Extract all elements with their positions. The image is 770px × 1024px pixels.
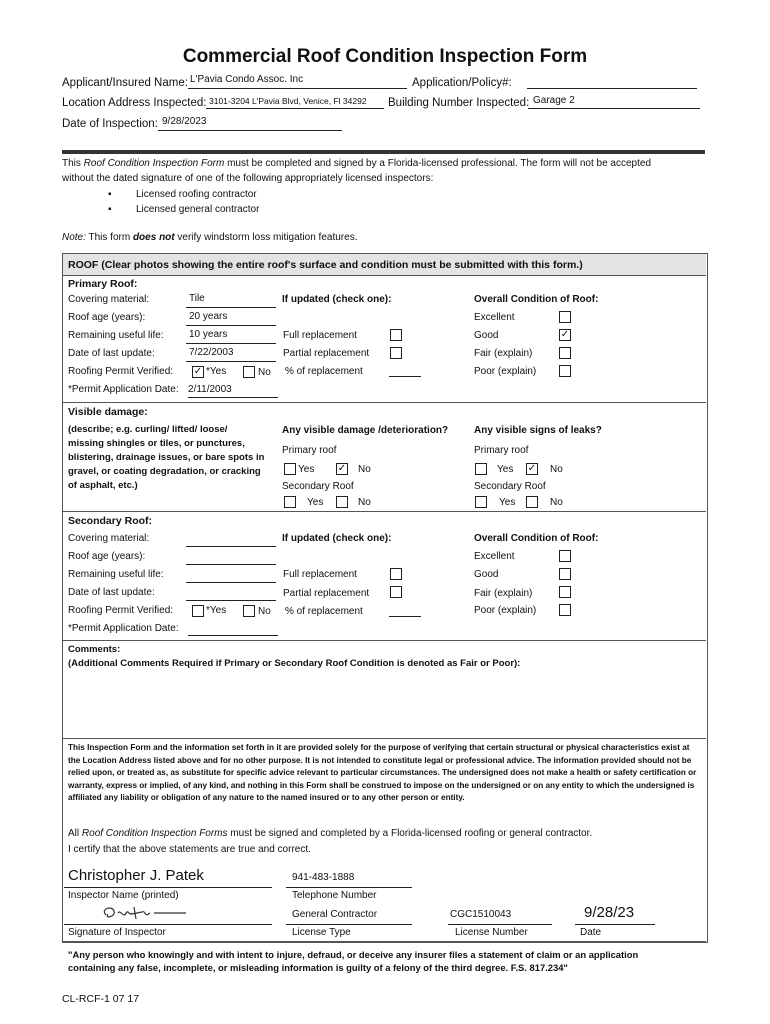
sec-full-label: Full replacement xyxy=(283,569,357,580)
damage-primary-yes-label: Yes xyxy=(298,464,315,475)
leaks-secondary-yes-checkbox[interactable] xyxy=(475,496,487,508)
phone-field[interactable] xyxy=(286,887,412,888)
sec-excellent-label: Excellent xyxy=(474,551,515,562)
sec-updated-label: If updated (check one): xyxy=(282,533,392,544)
phone-label: Telephone Number xyxy=(292,890,377,901)
life-label: Remaining useful life: xyxy=(68,330,164,341)
sec-poor-checkbox[interactable] xyxy=(559,604,571,616)
license-type-field[interactable] xyxy=(286,924,412,925)
sec-permit-date-field[interactable] xyxy=(188,635,278,636)
sec-permit-no-checkbox[interactable] xyxy=(243,605,255,617)
age-field[interactable] xyxy=(186,325,276,326)
permit-yes-label: *Yes xyxy=(206,366,227,377)
location-field[interactable] xyxy=(206,108,384,109)
damage-secondary-no-checkbox[interactable] xyxy=(336,496,348,508)
life-value: 10 years xyxy=(189,329,228,340)
sec-permit-no-label: No xyxy=(258,606,271,617)
sec-update-field[interactable] xyxy=(186,600,276,601)
fraud-warning-line: containing any false, incomplete, or misleading information is guilty of a felony of the third degree. F.S. 817.234" xyxy=(68,962,568,973)
sec-pct-label: % of replacement xyxy=(285,606,363,617)
date-label: Date of Inspection: xyxy=(62,118,158,130)
visible-desc-line: blistering, drainage issues, or bare spots in xyxy=(68,452,265,463)
sec-overall-label: Overall Condition of Roof: xyxy=(474,533,599,544)
overall-condition-label: Overall Condition of Roof: xyxy=(474,294,599,305)
form-code: CL-RCF-1 07 17 xyxy=(62,993,140,1005)
roof-header: ROOF (Clear photos showing the entire roof's surface and condition must be submitted with this form.) xyxy=(68,259,583,271)
comments-field[interactable] xyxy=(68,672,698,734)
applicant-field[interactable] xyxy=(188,88,407,89)
date-signed-label: Date xyxy=(580,927,602,938)
leaks-question: Any visible signs of leaks? xyxy=(474,425,602,436)
visible-desc-line: missing shingles or tiles, or punctures, xyxy=(68,438,245,449)
pct-replacement-label: % of replacement xyxy=(285,366,363,377)
applicant-label: Applicant/Insured Name: xyxy=(62,77,188,89)
inspector-name-label: Inspector Name (printed) xyxy=(68,890,179,901)
sec-update-label: Date of last update: xyxy=(68,587,155,598)
permit-date-field[interactable] xyxy=(188,397,278,398)
damage-secondary-yes-checkbox[interactable] xyxy=(284,496,296,508)
excellent-label: Excellent xyxy=(474,312,515,323)
building-field[interactable] xyxy=(528,108,700,109)
signature-label: Signature of Inspector xyxy=(68,927,166,938)
partial-replacement-label: Partial replacement xyxy=(283,348,370,359)
damage-secondary-yes-label: Yes xyxy=(307,497,324,508)
sec-life-field[interactable] xyxy=(186,582,276,583)
permit-date-label: *Permit Application Date: xyxy=(68,384,179,395)
sec-full-checkbox[interactable] xyxy=(390,568,402,580)
sec-partial-label: Partial replacement xyxy=(283,588,370,599)
sec-fair-label: Fair (explain) xyxy=(474,588,533,599)
license-number-value: CGC1510043 xyxy=(450,909,512,920)
partial-replacement-checkbox[interactable] xyxy=(390,347,402,359)
form-title: Commercial Roof Condition Inspection Form xyxy=(182,46,588,67)
primary-roof-title: Primary Roof: xyxy=(68,278,138,290)
fraud-warning-line: "Any person who knowingly and with intent to injure, defraud, or deceive any insurer files a statement of claim or an application xyxy=(68,949,639,960)
intro-line-1: This Roof Condition Inspection Form must be completed and signed by a Florida-licensed professional. The form will not be accepted xyxy=(62,158,652,169)
inspector-name-field[interactable] xyxy=(64,887,272,888)
sec-age-field[interactable] xyxy=(186,564,276,565)
cert-line-2: I certify that the above statements are true and correct. xyxy=(68,844,311,855)
sec-pct-field[interactable] xyxy=(389,616,421,617)
good-checkbox[interactable]: ✓ xyxy=(560,329,570,340)
applicant-value: L'Pavia Condo Assoc. Inc xyxy=(190,74,304,85)
intro-line-2: without the dated signature of one of the following appropriately licensed inspectors: xyxy=(62,173,434,184)
age-value: 20 years xyxy=(189,311,228,322)
permit-date-value: 2/11/2003 xyxy=(188,384,232,395)
section-divider xyxy=(63,738,706,739)
full-replacement-label: Full replacement xyxy=(283,330,357,341)
visible-desc-line: (describe; e.g. curling/ lifted/ loose/ xyxy=(68,424,228,435)
pct-replacement-field[interactable] xyxy=(389,376,421,377)
section-divider xyxy=(63,511,706,512)
visible-desc-line: gravel, or coating degradation, or cracking xyxy=(68,466,261,477)
inspector-name-value: Christopher J. Patek xyxy=(68,867,204,884)
phone-value: 941-483-1888 xyxy=(292,872,355,883)
sec-covering-field[interactable] xyxy=(186,546,276,547)
excellent-checkbox[interactable] xyxy=(559,311,571,323)
license-type-value: General Contractor xyxy=(292,909,378,920)
bullet-icon: ▪ xyxy=(108,204,112,215)
location-label: Location Address Inspected: xyxy=(62,97,207,109)
fair-checkbox[interactable] xyxy=(559,347,571,359)
permit-label: Roofing Permit Verified: xyxy=(68,366,174,377)
date-signed-value: 9/28/23 xyxy=(584,904,635,921)
section-divider xyxy=(63,941,706,942)
leaks-secondary-label: Secondary Roof xyxy=(474,481,546,492)
sec-covering-label: Covering material: xyxy=(68,533,150,544)
license-number-field[interactable] xyxy=(448,924,552,925)
sec-partial-checkbox[interactable] xyxy=(390,586,402,598)
location-value: 3101-3204 L'Pavia Blvd, Venice, Fl 34292 xyxy=(209,96,367,106)
date-value: 9/28/2023 xyxy=(162,116,207,127)
damage-primary-label: Primary roof xyxy=(282,445,337,456)
leaks-primary-label: Primary roof xyxy=(474,445,529,456)
leaks-primary-yes-label: Yes xyxy=(497,464,514,475)
damage-primary-no-label: No xyxy=(358,464,371,475)
leaks-secondary-no-label: No xyxy=(550,497,563,508)
section-divider xyxy=(63,640,706,641)
license-type-label: License Type xyxy=(292,927,351,938)
bullet-item: Licensed roofing contractor xyxy=(136,189,257,200)
visible-damage-title: Visible damage: xyxy=(68,406,148,418)
damage-primary-no-checkbox[interactable]: ✓ xyxy=(337,463,347,474)
sec-poor-label: Poor (explain) xyxy=(474,605,537,616)
permit-yes-checkbox[interactable]: ✓ xyxy=(193,366,203,377)
policy-label: Application/Policy#: xyxy=(412,77,512,89)
building-label: Building Number Inspected: xyxy=(388,97,530,109)
good-label: Good xyxy=(474,330,499,341)
disclaimer: This Inspection Form and the information set forth in it are provided solely for the purpose of verifying that certain structural or physical characteristics exist at the Location Address listed above and for no other purpose. It is not intended to constitute legal or professional advice. The information provided should not be relied upon, or treated as, as substitute for specific advice relevant to particular circumstances. The undersigned does not make a health or safety certification or warranty, express or implied, of any kind, and nothing in this Form shall be construed to impose on the undersigned or on any entity to which the undersigned is affiliated any liability or obligation of any nature to the named insured or to any other person or entity. xyxy=(68,743,697,803)
leaks-secondary-no-checkbox[interactable] xyxy=(526,496,538,508)
cert-line-1: All Roof Condition Inspection Forms must be signed and completed by a Florida-licensed roofing or general contractor. xyxy=(68,828,593,839)
updated-label: If updated (check one): xyxy=(282,294,392,305)
damage-secondary-no-label: No xyxy=(358,497,371,508)
policy-field[interactable] xyxy=(527,88,697,89)
leaks-primary-no-label: No xyxy=(550,464,563,475)
sec-excellent-checkbox[interactable] xyxy=(559,550,571,562)
bullet-icon: ▪ xyxy=(108,189,112,200)
inspector-signature xyxy=(98,903,188,925)
update-field[interactable] xyxy=(186,361,276,362)
date-signed-field[interactable] xyxy=(575,924,655,925)
update-label: Date of last update: xyxy=(68,348,155,359)
visible-desc-line: of asphalt, etc.) xyxy=(68,480,138,491)
sec-permit-label: Roofing Permit Verified: xyxy=(68,605,174,616)
sec-permit-yes-checkbox[interactable] xyxy=(192,605,204,617)
sec-good-checkbox[interactable] xyxy=(559,568,571,580)
covering-label: Covering material: xyxy=(68,294,150,305)
sec-life-label: Remaining useful life: xyxy=(68,569,164,580)
secondary-roof-title: Secondary Roof: xyxy=(68,515,153,527)
covering-value: Tile xyxy=(189,293,205,304)
signature-field[interactable] xyxy=(64,924,272,925)
section-divider xyxy=(63,402,706,403)
note-line: Note: This form does not verify windstorm loss mitigation features. xyxy=(62,232,358,243)
poor-checkbox[interactable] xyxy=(559,365,571,377)
leaks-primary-no-checkbox[interactable]: ✓ xyxy=(527,463,537,474)
damage-question: Any visible damage /deterioration? xyxy=(282,425,449,436)
life-field[interactable] xyxy=(186,343,276,344)
damage-primary-yes-checkbox[interactable] xyxy=(284,463,296,475)
leaks-primary-yes-checkbox[interactable] xyxy=(475,463,487,475)
sec-good-label: Good xyxy=(474,569,499,580)
building-value: Garage 2 xyxy=(533,95,575,106)
poor-label: Poor (explain) xyxy=(474,366,537,377)
date-field[interactable] xyxy=(158,130,342,131)
comments-subtitle: (Additional Comments Required if Primary or Secondary Roof Condition is denoted as Fair or Poor): xyxy=(68,658,521,669)
comments-title: Comments: xyxy=(68,644,121,655)
permit-no-checkbox[interactable] xyxy=(243,366,255,378)
leaks-secondary-yes-label: Yes xyxy=(499,497,516,508)
update-value: 7/22/2003 xyxy=(189,347,234,358)
fair-label: Fair (explain) xyxy=(474,348,533,359)
license-number-label: License Number xyxy=(455,927,528,938)
damage-secondary-label: Secondary Roof xyxy=(282,481,354,492)
covering-field[interactable] xyxy=(186,307,276,308)
age-label: Roof age (years): xyxy=(68,312,146,323)
bullet-item: Licensed general contractor xyxy=(136,204,260,215)
sec-age-label: Roof age (years): xyxy=(68,551,146,562)
sec-permit-yes-label: *Yes xyxy=(206,605,227,616)
sec-permit-date-label: *Permit Application Date: xyxy=(68,623,179,634)
sec-fair-checkbox[interactable] xyxy=(559,586,571,598)
full-replacement-checkbox[interactable] xyxy=(390,329,402,341)
header-divider xyxy=(62,150,705,154)
permit-no-label: No xyxy=(258,367,271,378)
